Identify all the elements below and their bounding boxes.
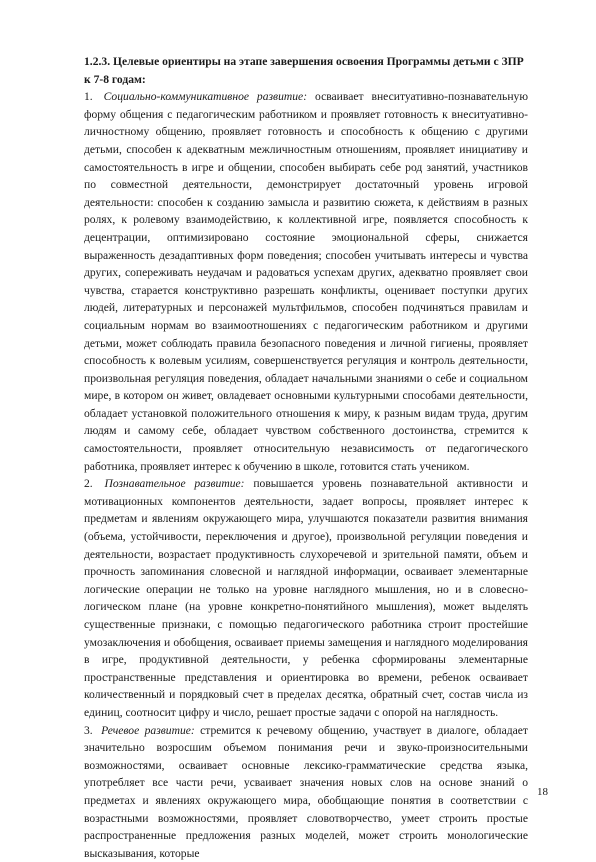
paragraph-term: Речевое развитие: [101,723,195,737]
paragraph-social-communicative [84,88,528,475]
paragraph-number: 2. [84,477,93,491]
paragraph-number: 3. [84,723,93,737]
paragraph-text: повышается уровень познавательной активности и мотивационных компонентов деятельности, задает вопросы, проявляет интерес к предметам и явлениям окружающего мира, улучшаются показатели развития внимания (объема, устойчивости, переключения и другое), произвольной регуляции поведения и деятельности, возрастает продуктивность слухоречевой и зрительной памяти, объем и прочность запоминания словесной и наглядной информации, осваивает элементарные логические операции не только на уровне наглядного мышления, но и в словесно-логическом плане (на уровне конкретно-понятийного мышления), может выделять существенные признаки, с помощью педагогического работника строит простейшие умозаключения и обобщения, осваивает приемы замещения и наглядного моделирования в игре, продуктивной деятельности, у ребенка сформированы элементарные пространственные представления и ориентировка во времени, ребенок осваивает количественный и порядковый счет в пределах десятка, обратный счет, состав числа из единиц, соотносит цифру и число, решает простые задачи с опорой на наглядность. [84,477,528,719]
paragraph-speech [84,722,528,862]
section-heading-line-1: 1.2.3. Целевые ориентиры на этапе завершения освоения Программы детьми с ЗПР [84,55,524,68]
section-heading-line-2: к 7-8 годам: [84,72,146,86]
paragraph-number: 1. [84,90,93,104]
paragraph-term: Социально-коммуникативное развитие: [103,90,308,104]
document-page [84,53,528,862]
paragraph-term: Познавательное развитие: [104,477,245,491]
paragraph-text: стремится к речевому общению, участвует в диалоге, обладает значительно возросшим объемом понимания речи и звуко-произносительными возможностями, осваивает основные лексико-грамматические средства языка, употребляет все части речи, усваивает значения новых слов на основе знаний о предметах и явлениях окружающего мира, обобщающие понятия в соответствии с возрастными возможностями, проявляет словотворчество, умеет строить простые распространенные предложения разных моделей, может строить монологические высказывания, которые [84,723,528,860]
paragraph-cognitive [84,475,528,721]
page-number: 18 [537,786,548,798]
paragraph-text: осваивает внеситуативно-познавательную форму общения с педагогическим работником и проявляет готовность к внеситуативно-личностному общению, проявляет готовность и способность к общению с другими детьми, способен к адекватным межличностным отношениям, проявляет инициативу и самостоятельность в игре и общении, способен выбирать себе род занятий, участников по совместной деятельности, демонстрирует достаточный уровень игровой деятельности: способен к созданию замысла и развитию сюжета, к действиям в разных ролях, к ролевому взаимодействию, к коллективной игре, появляется способность к децентрации, оптимизировано состояние эмоциональной сферы, снижается выраженность дезадаптивных форм поведения; способен учитывать интересы и чувства других, сопереживать неудачам и радоваться успехам других, адекватно проявляет свои чувства, старается конструктивно разрешать конфликты, оценивает поступки других людей, литературных и персонажей мультфильмов, способен подчиняться правилам и социальным нормам во взаимоотношениях с педагогическим работником и другими детьми, может соблюдать правила безопасного поведения и личной гигиены, проявляет способность к волевым усилиям, совершенствуется регуляция и контроль деятельности, произвольная регуляция поведения, обладает начальными знаниями о себе и социальном мире, в котором он живет, овладевает основными культурными способами деятельности, обладает установкой положительного отношения к миру, к разным видам труда, другим людям и самому себе, обладает чувством собственного достоинства, стремится к самостоятельности, проявляет относительную независимость от педагогического работника, проявляет интерес к обучению в школе, готовится стать учеником. [84,90,528,473]
